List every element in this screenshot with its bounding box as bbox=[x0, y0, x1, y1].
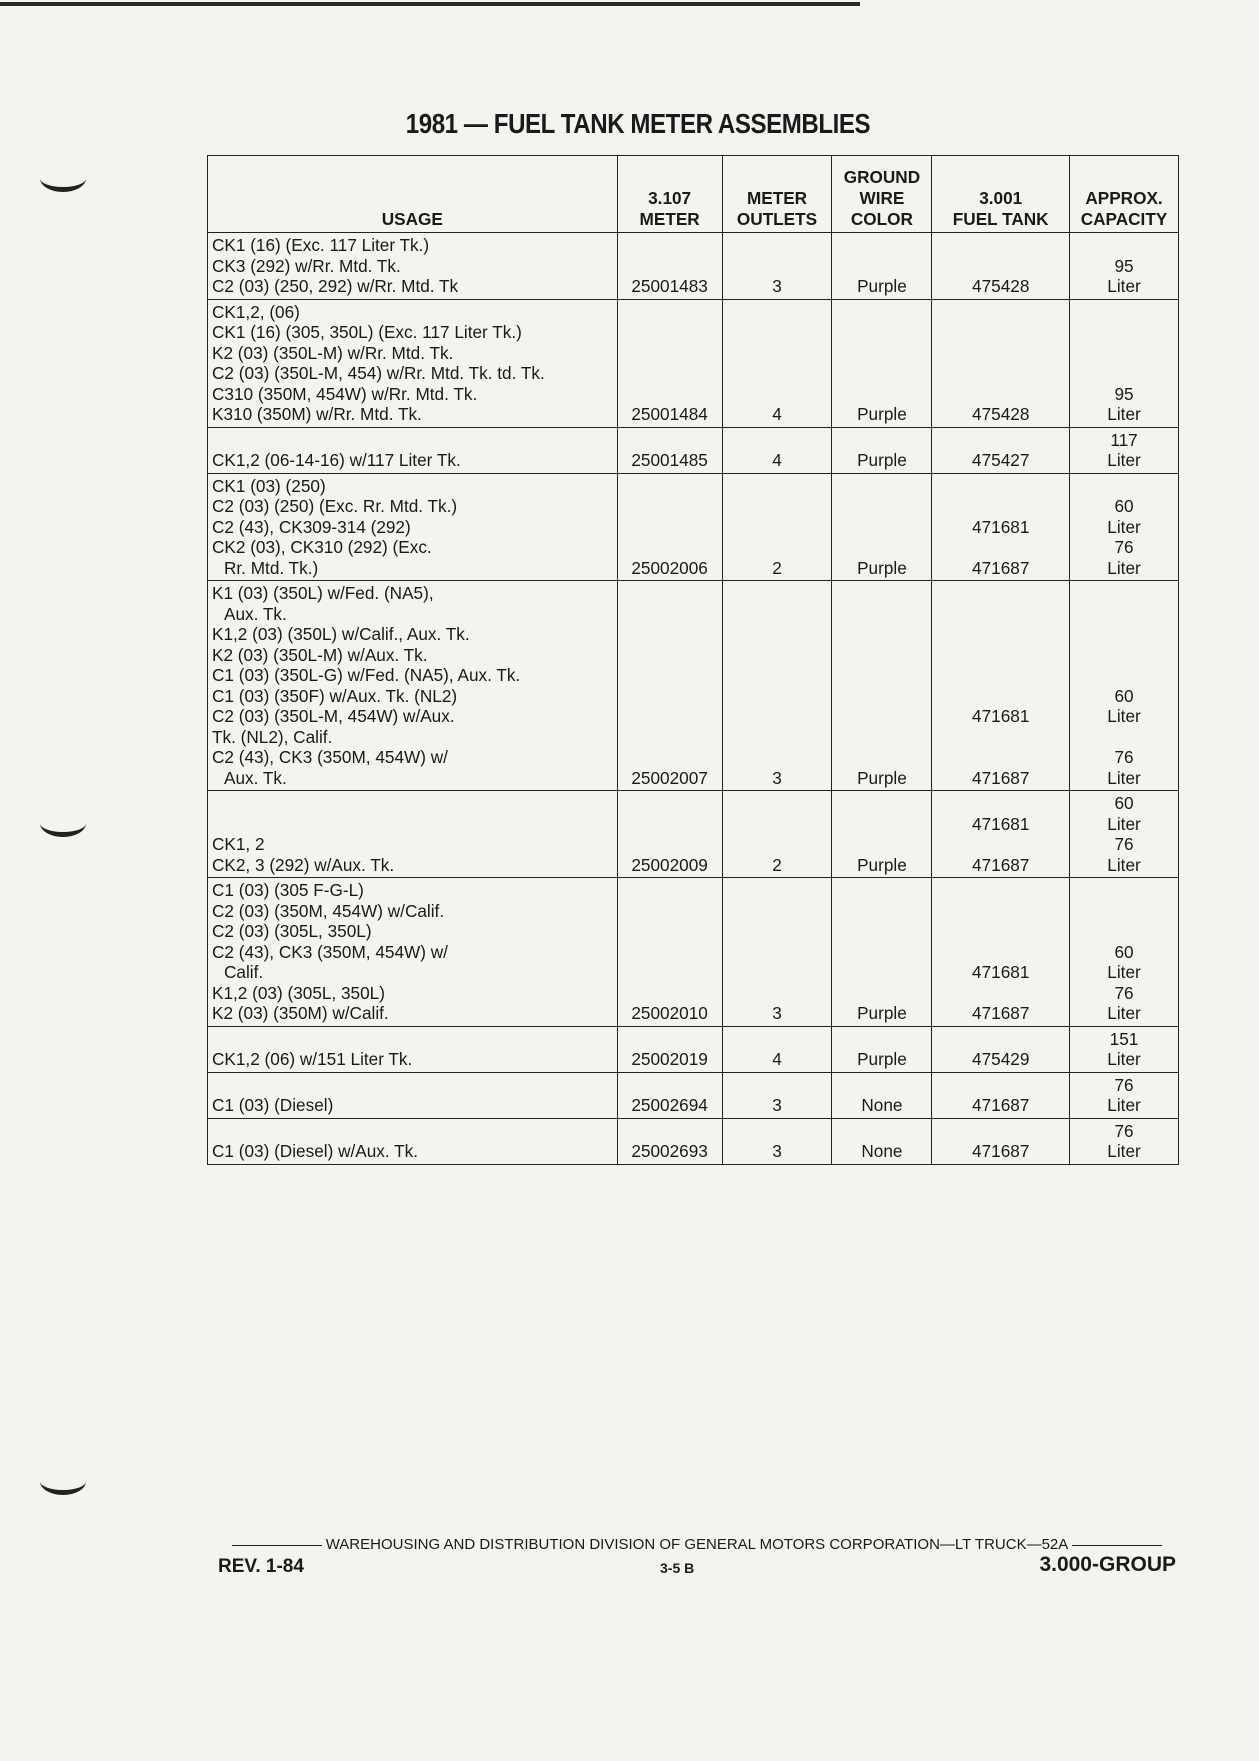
outlets-cell: 4 bbox=[722, 427, 832, 473]
capacity-cell bbox=[1070, 299, 1179, 427]
table-row bbox=[208, 878, 1179, 1027]
usage-line: C2 (43), CK309-314 (292) bbox=[212, 516, 411, 537]
capacity-line: Liter bbox=[1107, 854, 1141, 875]
usage-cell bbox=[208, 1026, 618, 1072]
footer-division-text: WAREHOUSING AND DISTRIBUTION DIVISION OF GENERAL MOTORS CORPORATION—LT TRUCK—52A bbox=[325, 1536, 1069, 1553]
header-line: CAPACITY bbox=[1080, 209, 1168, 229]
usage-line: C1 (03) (Diesel) w/Aux. Tk. bbox=[212, 1141, 418, 1161]
binder-hole-mark bbox=[40, 165, 86, 192]
usage-line: K2 (03) (350L-M) w/Aux. Tk. bbox=[212, 644, 428, 665]
capacity-line: Liter bbox=[1107, 276, 1141, 296]
tank-cell bbox=[932, 581, 1070, 791]
meter-cell: 25002693 bbox=[617, 1118, 722, 1164]
header-meter bbox=[617, 156, 722, 233]
page-title: 1981 — FUEL TANK METER ASSEMBLIES bbox=[405, 108, 871, 139]
usage-line: CK1 (16) (305, 350L) (Exc. 117 Liter Tk.) bbox=[212, 322, 522, 342]
usage-line: C2 (03) (305L, 350L) bbox=[212, 921, 372, 941]
usage-line: C2 (03) (350L-M, 454W) w/Aux. bbox=[212, 706, 455, 726]
tank-line: 475427 bbox=[972, 450, 1030, 470]
tank-line: 475428 bbox=[972, 404, 1030, 424]
footer-rule bbox=[232, 1545, 322, 1546]
wire-cell: Purple bbox=[832, 427, 932, 473]
footer-rule bbox=[1072, 1545, 1162, 1546]
usage-line: CK1,2 (06) w/151 Liter Tk. bbox=[212, 1049, 413, 1069]
usage-line: C2 (43), CK3 (350M, 454W) w/ bbox=[212, 941, 448, 962]
usage-line: Calif. bbox=[224, 962, 264, 982]
usage-cell bbox=[208, 878, 618, 1027]
capacity-line: Liter bbox=[1107, 557, 1141, 578]
wire-cell: Purple bbox=[832, 581, 932, 791]
capacity-cell bbox=[1070, 473, 1179, 581]
usage-cell bbox=[208, 1072, 618, 1118]
tank-line bbox=[936, 537, 1065, 558]
wire-cell: Purple bbox=[832, 299, 932, 427]
tank-line: 471687 bbox=[972, 1141, 1030, 1161]
header-line: METER bbox=[746, 188, 808, 208]
tank-cell bbox=[932, 233, 1070, 300]
capacity-line: 76 bbox=[1114, 747, 1134, 767]
tank-cell bbox=[932, 299, 1070, 427]
usage-line: CK1 (16) (Exc. 117 Liter Tk.) bbox=[212, 235, 430, 255]
usage-line: K1,2 (03) (305L, 350L) bbox=[212, 982, 385, 1003]
header-line: GROUND bbox=[843, 167, 921, 187]
usage-line: C1 (03) (350L-G) w/Fed. (NA5), Aux. Tk. bbox=[212, 665, 521, 685]
wire-cell: None bbox=[832, 1118, 932, 1164]
capacity-line: Liter bbox=[1107, 1141, 1141, 1161]
usage-line: K1 (03) (350L) w/Fed. (NA5), bbox=[212, 583, 434, 603]
outlets-cell: 3 bbox=[722, 233, 832, 300]
usage-line: Rr. Mtd. Tk.) bbox=[224, 557, 319, 578]
tank-cell bbox=[932, 1072, 1070, 1118]
header-line: WIRE bbox=[859, 188, 905, 208]
meter-cell: 25001485 bbox=[617, 427, 722, 473]
usage-cell bbox=[208, 1118, 618, 1164]
capacity-line: 60 bbox=[1114, 941, 1134, 962]
capacity-line: 60 bbox=[1114, 685, 1134, 706]
capacity-cell bbox=[1070, 1026, 1179, 1072]
tank-line: 471687 bbox=[972, 1003, 1030, 1023]
group-label: 3.000-GROUP bbox=[1039, 1553, 1176, 1576]
outlets-cell: 4 bbox=[722, 299, 832, 427]
capacity-line: Liter bbox=[1107, 813, 1141, 834]
capacity-cell bbox=[1070, 1118, 1179, 1164]
capacity-line: Liter bbox=[1107, 767, 1141, 788]
wire-cell: Purple bbox=[832, 473, 932, 581]
meter-cell: 25002006 bbox=[617, 473, 722, 581]
usage-line: C2 (03) (250) (Exc. Rr. Mtd. Tk.) bbox=[212, 496, 458, 516]
table-row bbox=[208, 427, 1179, 473]
usage-line: CK1 (03) (250) bbox=[212, 475, 326, 496]
usage-line: C2 (43), CK3 (350M, 454W) w/ bbox=[212, 747, 448, 767]
binder-hole-mark bbox=[40, 1468, 86, 1495]
tank-cell bbox=[932, 427, 1070, 473]
capacity-line: Liter bbox=[1107, 1003, 1141, 1023]
header-wire-color bbox=[832, 156, 932, 233]
capacity-line: 95 bbox=[1114, 255, 1134, 276]
usage-line: CK1,2 (06-14-16) w/117 Liter Tk. bbox=[212, 450, 461, 470]
tank-line: 471687 bbox=[972, 767, 1030, 788]
tank-line: 475428 bbox=[972, 276, 1030, 296]
capacity-line: 60 bbox=[1114, 496, 1134, 516]
usage-line: C1 (03) (350F) w/Aux. Tk. (NL2) bbox=[212, 685, 458, 706]
outlets-cell: 3 bbox=[722, 1118, 832, 1164]
top-rule bbox=[0, 2, 860, 6]
outlets-cell: 2 bbox=[722, 473, 832, 581]
capacity-line: Liter bbox=[1107, 1095, 1141, 1115]
meter-cell: 25001483 bbox=[617, 233, 722, 300]
capacity-cell bbox=[1070, 1072, 1179, 1118]
tank-line: 475429 bbox=[972, 1049, 1030, 1069]
header-line: APPROX. bbox=[1085, 188, 1163, 208]
capacity-cell bbox=[1070, 791, 1179, 878]
table-row bbox=[208, 473, 1179, 581]
outlets-cell: 3 bbox=[722, 878, 832, 1027]
tank-cell bbox=[932, 878, 1070, 1027]
capacity-line bbox=[1074, 727, 1174, 748]
footer-division bbox=[218, 1536, 1176, 1553]
outlets-cell: 4 bbox=[722, 1026, 832, 1072]
capacity-line: 151 bbox=[1109, 1028, 1139, 1049]
capacity-line: 76 bbox=[1114, 537, 1134, 557]
tank-line: 471681 bbox=[972, 706, 1030, 726]
page-number: 3-5 B bbox=[660, 1560, 695, 1576]
tank-line: 471681 bbox=[972, 813, 1030, 834]
tank-line bbox=[936, 834, 1065, 855]
wire-cell: Purple bbox=[832, 233, 932, 300]
capacity-line: Liter bbox=[1107, 1049, 1141, 1069]
capacity-cell bbox=[1070, 427, 1179, 473]
usage-line: Tk. (NL2), Calif. bbox=[212, 726, 333, 747]
table-row bbox=[208, 1118, 1179, 1164]
usage-line: Aux. Tk. bbox=[224, 603, 287, 624]
header-line: METER bbox=[639, 209, 700, 229]
header-line: 3.107 bbox=[648, 188, 692, 208]
binder-hole-mark bbox=[40, 810, 86, 837]
header-fuel-tank bbox=[932, 156, 1070, 233]
capacity-line: 95 bbox=[1114, 383, 1134, 404]
usage-line: CK2 (03), CK310 (292) (Exc. bbox=[212, 537, 432, 557]
meter-cell: 25002007 bbox=[617, 581, 722, 791]
tank-line bbox=[936, 747, 1065, 768]
usage-line: C1 (03) (Diesel) bbox=[212, 1095, 334, 1115]
tank-cell bbox=[932, 473, 1070, 581]
capacity-line: 76 bbox=[1114, 1074, 1134, 1095]
meter-cell: 25001484 bbox=[617, 299, 722, 427]
capacity-line: Liter bbox=[1107, 962, 1141, 982]
usage-line: K2 (03) (350M) w/Calif. bbox=[212, 1003, 389, 1023]
usage-line: K2 (03) (350L-M) w/Rr. Mtd. Tk. bbox=[212, 342, 454, 363]
capacity-line: 76 bbox=[1114, 982, 1134, 1003]
tank-cell bbox=[932, 791, 1070, 878]
tank-line: 471681 bbox=[972, 962, 1030, 982]
capacity-cell bbox=[1070, 581, 1179, 791]
usage-line: CK3 (292) w/Rr. Mtd. Tk. bbox=[212, 255, 401, 276]
usage-line: C2 (03) (250, 292) w/Rr. Mtd. Tk bbox=[212, 276, 459, 296]
capacity-cell bbox=[1070, 878, 1179, 1027]
capacity-line: Liter bbox=[1107, 516, 1141, 537]
usage-line: CK1,2, (06) bbox=[212, 301, 300, 322]
fuel-tank-meter-table bbox=[207, 155, 1179, 1165]
capacity-cell bbox=[1070, 233, 1179, 300]
usage-cell bbox=[208, 791, 618, 878]
revision-label: REV. 1-84 bbox=[218, 1556, 304, 1577]
tank-line bbox=[936, 983, 1065, 1004]
usage-cell bbox=[208, 427, 618, 473]
usage-cell bbox=[208, 473, 618, 581]
usage-cell bbox=[208, 299, 618, 427]
usage-line: K1,2 (03) (350L) w/Calif., Aux. Tk. bbox=[212, 624, 470, 644]
meter-cell: 25002019 bbox=[617, 1026, 722, 1072]
tank-line bbox=[936, 727, 1065, 748]
meter-cell: 25002694 bbox=[617, 1072, 722, 1118]
table-row bbox=[208, 581, 1179, 791]
capacity-line: Liter bbox=[1107, 706, 1141, 726]
header-usage: USAGE bbox=[208, 156, 618, 233]
header-outlets bbox=[722, 156, 832, 233]
usage-cell bbox=[208, 581, 618, 791]
capacity-line: 76 bbox=[1114, 834, 1134, 854]
tank-line: 471687 bbox=[972, 1095, 1030, 1115]
capacity-line: 76 bbox=[1114, 1120, 1134, 1141]
usage-cell bbox=[208, 233, 618, 300]
wire-cell: Purple bbox=[832, 791, 932, 878]
table-row bbox=[208, 233, 1179, 300]
usage-line: K310 (350M) w/Rr. Mtd. Tk. bbox=[212, 404, 422, 424]
table-row bbox=[208, 299, 1179, 427]
usage-line: Aux. Tk. bbox=[224, 767, 287, 788]
tank-line: 471681 bbox=[972, 516, 1030, 537]
outlets-cell: 3 bbox=[722, 1072, 832, 1118]
tank-line: 471687 bbox=[972, 557, 1030, 578]
header-line: 3.001 bbox=[979, 188, 1023, 208]
capacity-line: Liter bbox=[1107, 450, 1141, 470]
usage-line: C2 (03) (350L-M, 454) w/Rr. Mtd. Tk. td. Tk. bbox=[212, 363, 545, 383]
tank-cell bbox=[932, 1118, 1070, 1164]
usage-line: C2 (03) (350M, 454W) w/Calif. bbox=[212, 900, 445, 921]
header-line: OUTLETS bbox=[736, 209, 818, 229]
header-row bbox=[208, 156, 1179, 233]
outlets-cell: 2 bbox=[722, 791, 832, 878]
usage-line: C310 (350M, 454W) w/Rr. Mtd. Tk. bbox=[212, 383, 478, 404]
usage-line: C1 (03) (305 F-G-L) bbox=[212, 880, 364, 900]
wire-cell: Purple bbox=[832, 878, 932, 1027]
usage-line: CK2, 3 (292) w/Aux. Tk. bbox=[212, 854, 395, 875]
header-capacity bbox=[1070, 156, 1179, 233]
meter-cell: 25002009 bbox=[617, 791, 722, 878]
outlets-cell: 3 bbox=[722, 581, 832, 791]
usage-line: CK1, 2 bbox=[212, 834, 265, 854]
capacity-line: Liter bbox=[1107, 404, 1141, 424]
header-line: COLOR bbox=[850, 209, 913, 229]
table-row bbox=[208, 791, 1179, 878]
table-row bbox=[208, 1072, 1179, 1118]
tank-cell bbox=[932, 1026, 1070, 1072]
capacity-line: 117 bbox=[1110, 429, 1138, 450]
wire-cell: None bbox=[832, 1072, 932, 1118]
header-line: FUEL TANK bbox=[952, 209, 1049, 229]
meter-cell: 25002010 bbox=[617, 878, 722, 1027]
wire-cell: Purple bbox=[832, 1026, 932, 1072]
table-row bbox=[208, 1026, 1179, 1072]
tank-line: 471687 bbox=[972, 854, 1030, 875]
capacity-line: 60 bbox=[1114, 793, 1134, 813]
